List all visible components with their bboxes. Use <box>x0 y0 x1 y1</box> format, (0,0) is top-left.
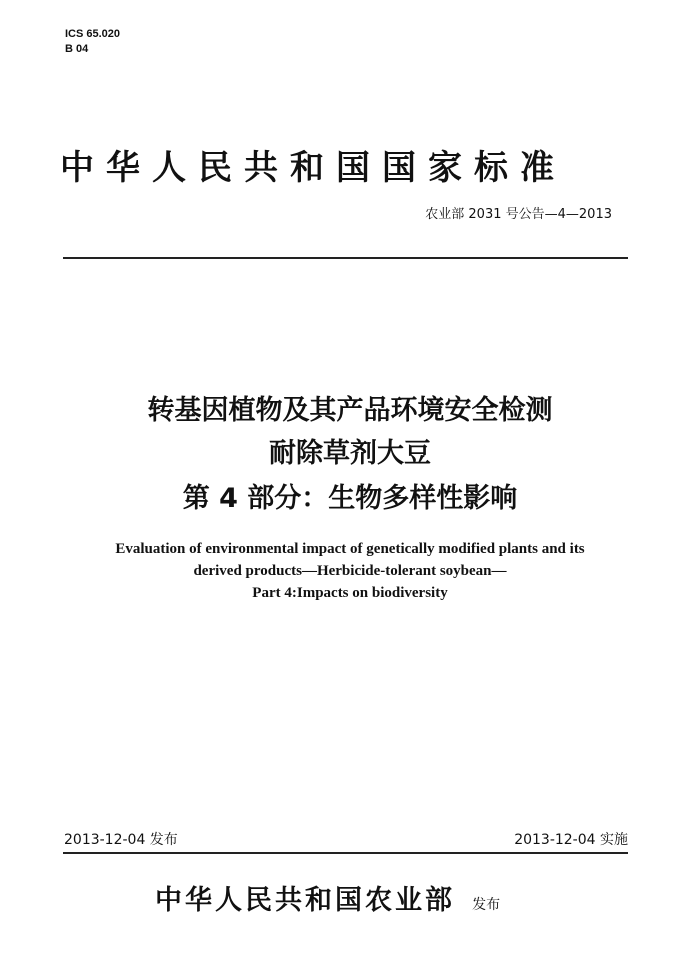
chinese-title-line-2: 耐除草剂大豆 <box>269 438 431 469</box>
ics-code: ICS 65.020 <box>65 28 121 40</box>
english-title-line-1: Evaluation of environmental impact of genetically modified plants and its <box>115 541 585 557</box>
chinese-title-line-3: 第 4 部分：生物多样性影响 <box>182 483 518 514</box>
issue-date: 2013-12-04 发布 <box>64 832 178 848</box>
implementation-date: 2013-12-04 实施 <box>514 832 628 848</box>
chinese-title-line-1: 转基因植物及其产品环境安全检测 <box>147 395 553 426</box>
bottom-divider <box>63 852 628 854</box>
classification-codes <box>65 27 120 57</box>
issuer-action: 发布 <box>472 897 501 913</box>
issuer-name: 中华人民共和国农业部 <box>155 885 455 916</box>
standard-number: 农业部 2031 号公告—4—2013 <box>425 207 612 222</box>
english-title-line-2: derived products—Herbicide-tolerant soybean— <box>193 563 507 579</box>
top-divider <box>63 257 628 259</box>
issuing-authority <box>155 878 500 917</box>
ccs-code: B 04 <box>65 43 89 55</box>
english-title-line-3: Part 4:Impacts on biodiversity <box>252 585 448 601</box>
national-standard-heading: 中华人民共和国国家标准 <box>60 148 566 188</box>
english-title <box>0 538 700 604</box>
